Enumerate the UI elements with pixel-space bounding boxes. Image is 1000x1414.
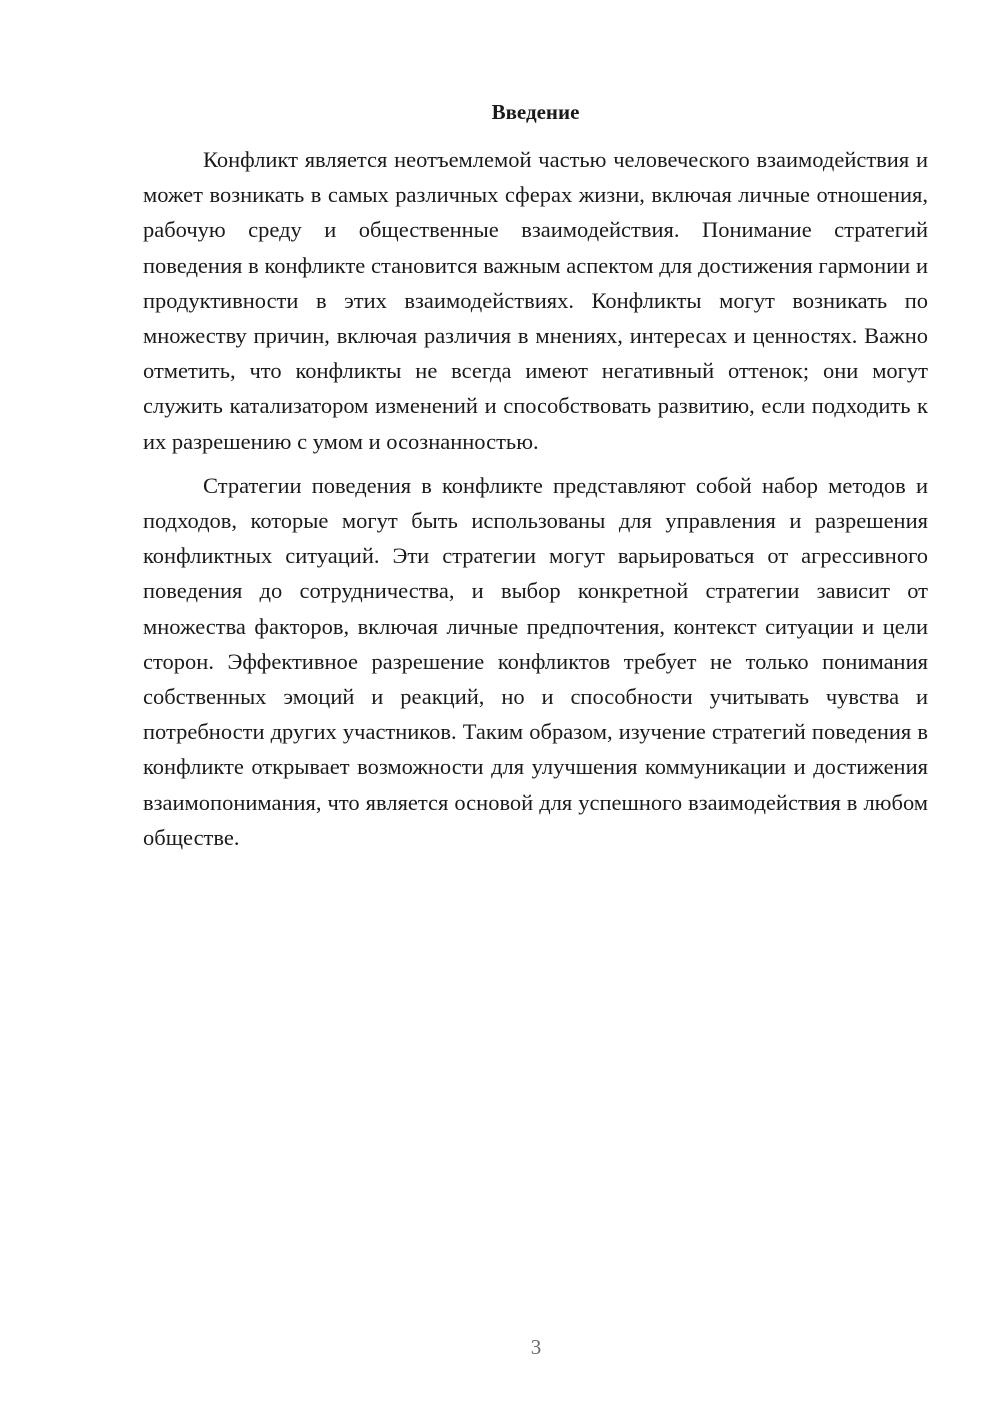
page-title: Введение [491,100,580,124]
page-number: 3 [530,1335,542,1359]
paragraph-1: Конфликт является неотъемлемой частью человеческого взаимодействия и может возникать в самых различных сферах жизни, включая личные отношения, рабочую среду и общественные взаимодействия. Понимание стратегий поведения в конфликте становится важным аспектом для достижения гармонии и продуктивности в этих взаимодействиях. Конфликты могут возникать по множеству причин, включая различия в мнениях, интересах и ценностях. Важно отметить, что конфликты не всегда имеют негативный оттенок; они могут служить катализатором изменений и способствовать развитию, если подходить к их разрешению с умом и осознанностью. [143,147,928,454]
document-body [143,142,928,855]
paragraph-2: Стратегии поведения в конфликте представляют собой набор методов и подходов, которые могут быть использованы для управления и разрешения конфликтных ситуаций. Эти стратегии могут варьироваться от агрессивного поведения до сотрудничества, и выбор конкретной стратегии зависит от множества факторов, включая личные предпочтения, контекст ситуации и цели сторон. Эффективное разрешение конфликтов требует не только понимания собственных эмоций и реакций, но и способности учитывать чувства и потребности других участников. Таким образом, изучение стратегий поведения в конфликте открывает возможности для улучшения коммуникации и достижения взаимопонимания, что является основой для успешного взаимодействия в любом обществе. [143,472,928,850]
